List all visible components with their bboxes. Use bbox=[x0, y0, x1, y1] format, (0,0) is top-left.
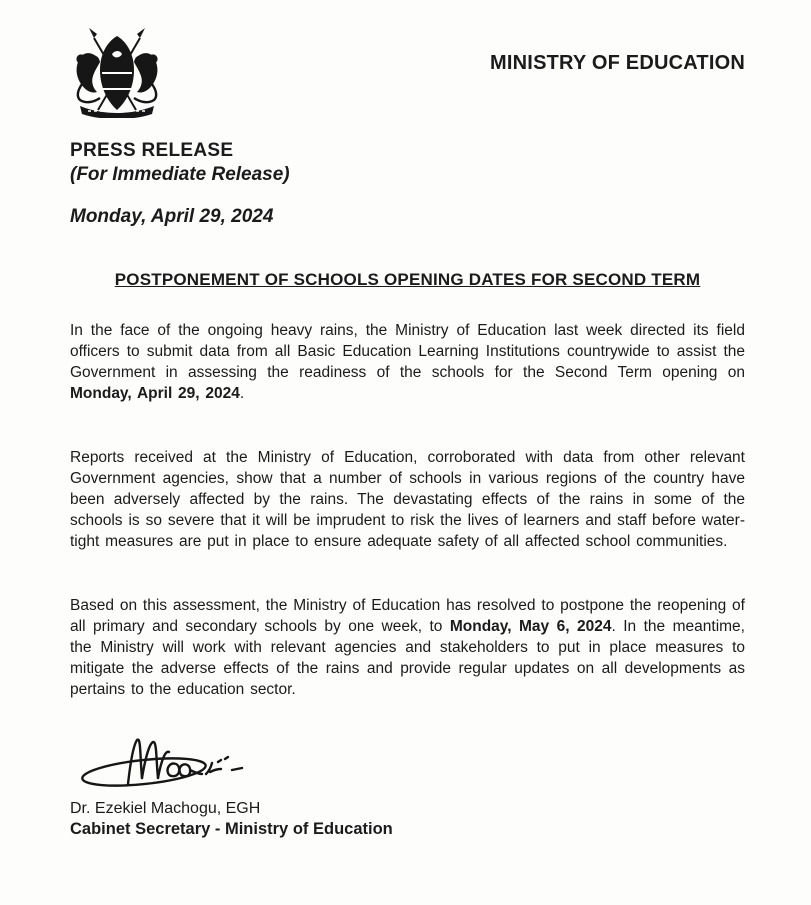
signatory-title: Cabinet Secretary - Ministry of Education bbox=[70, 820, 393, 838]
kenya-coat-of-arms-icon bbox=[64, 26, 170, 118]
paragraph-3: Based on this assessment, the Ministry of Education has resolved to postpone the reopening of all primary and secondary schools by one week, to Monday, May 6, 2024. In the meantime, the Ministry will work with relevant agencies and stakeholders to put in place measures to mitigate the adverse effects of the rains and provide regular updates on all developments as pertains to the education sector. bbox=[70, 597, 745, 698]
paragraph-1: In the face of the ongoing heavy rains, the Ministry of Education last week directed its field officers to submit data from all Basic Education Learning Institutions countrywide to assist the Government in assessing the readiness of the schools for the Second Term opening on Monday, April 29, 2024. bbox=[70, 322, 745, 402]
press-release-label: PRESS RELEASE bbox=[70, 140, 234, 161]
ministry-title: MINISTRY OF EDUCATION bbox=[490, 52, 745, 74]
release-date: Monday, April 29, 2024 bbox=[70, 206, 274, 227]
signature-block bbox=[70, 732, 745, 839]
signatory-name: Dr. Ezekiel Machogu, EGH bbox=[70, 800, 261, 817]
document-header bbox=[70, 26, 745, 118]
paragraph-2: Reports received at the Ministry of Education, corroborated with data from other relevant Government agencies, show that a number of schools in various regions of the country have been adversely affected by the rains. The devastating effects of the rains in some of the schools is so severe that it will be imprudent to risk the lives of learners and staff before water-tight measures are put in place to ensure adequate safety of all affected school communities. bbox=[70, 449, 745, 550]
document-title: POSTPONEMENT OF SCHOOLS OPENING DATES FOR SECOND TERM bbox=[114, 270, 701, 289]
for-immediate-release-label: (For Immediate Release) bbox=[70, 164, 290, 185]
signature-icon bbox=[72, 732, 272, 794]
document-body bbox=[70, 320, 745, 700]
release-block bbox=[70, 140, 745, 228]
